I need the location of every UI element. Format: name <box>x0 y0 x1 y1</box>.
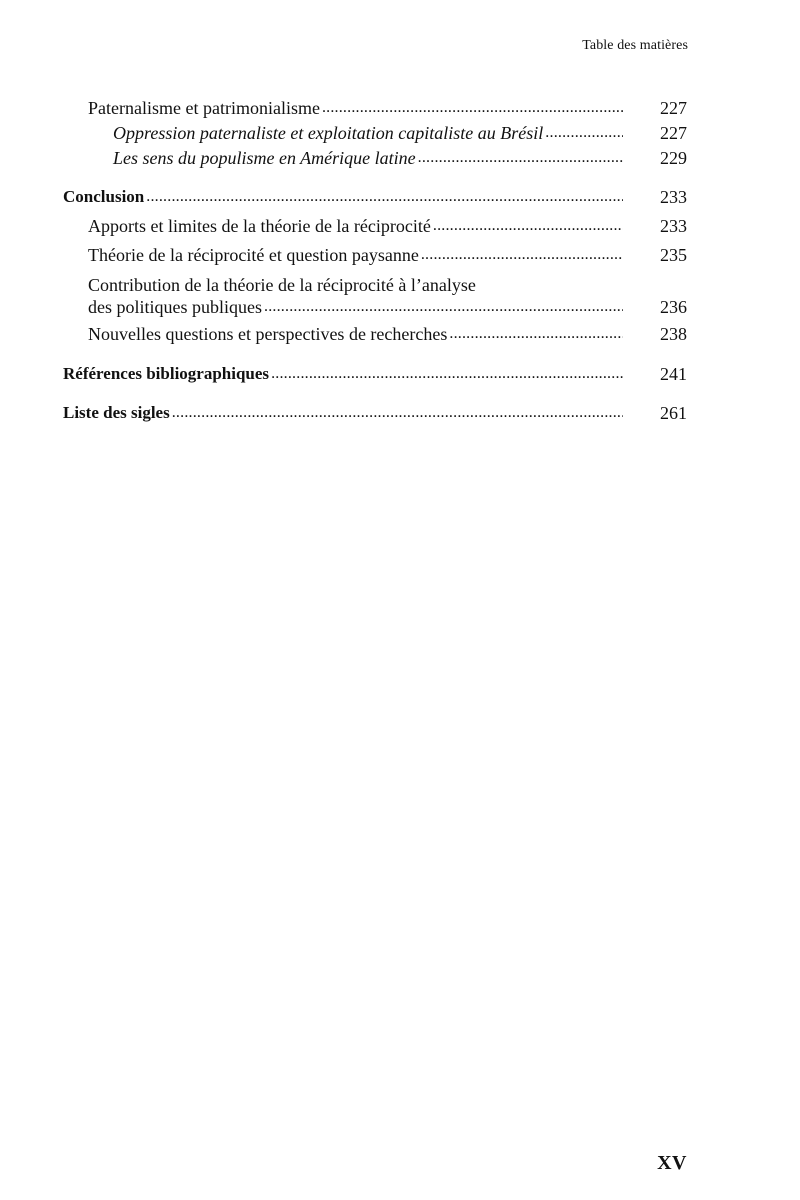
toc-page-number: 236 <box>660 297 687 317</box>
dot-leader <box>271 363 623 385</box>
dot-leader <box>421 244 623 266</box>
toc-entry-title: Liste des sigles <box>63 403 170 422</box>
toc-entry-conclusion[interactable] <box>0 186 800 208</box>
toc-entry-title-line1: Contribution de la théorie de la réciprocité à l’analyse <box>88 275 476 295</box>
dot-leader <box>264 296 623 318</box>
dot-leader <box>449 323 623 345</box>
toc-entry-question-paysanne[interactable] <box>0 244 800 266</box>
dot-leader <box>146 186 623 208</box>
toc-entry-politiques-publiques[interactable] <box>0 274 800 318</box>
toc-entry-title: Conclusion <box>63 187 145 206</box>
toc-entry-paternalisme[interactable] <box>0 97 800 119</box>
toc-entry-apports-limites[interactable] <box>0 215 800 237</box>
running-header: Table des matières <box>582 38 688 53</box>
dot-leader <box>418 147 623 169</box>
dot-leader <box>433 215 623 237</box>
toc-page-number: 261 <box>660 403 687 423</box>
toc-entry-liste-sigles[interactable] <box>0 402 800 424</box>
toc-entry-title: Apports et limites de la théorie de la réciprocité <box>88 216 431 236</box>
toc-entry-sens-populisme[interactable] <box>0 147 800 169</box>
dot-leader <box>322 97 623 119</box>
toc-page-number: 233 <box>660 216 687 236</box>
toc-page-number: 227 <box>660 98 687 118</box>
toc-page-number: 235 <box>660 245 687 265</box>
toc-page-number: 227 <box>660 123 687 143</box>
toc-page-number: 233 <box>660 187 687 207</box>
toc-entry-title-line2: des politiques publiques <box>88 297 262 317</box>
dot-leader <box>545 122 623 144</box>
toc-entry-title: Oppression paternaliste et exploitation capitaliste au Brésil <box>113 123 544 143</box>
dot-leader <box>172 402 623 424</box>
toc-entry-title: Nouvelles questions et perspectives de recherches <box>88 324 448 344</box>
toc-entry-references[interactable] <box>0 363 800 385</box>
toc-entry-title: Les sens du populisme en Amérique latine <box>113 148 416 168</box>
page-folio: XV <box>657 1152 687 1174</box>
toc-entry-title: Théorie de la réciprocité et question paysanne <box>88 245 419 265</box>
toc-entry-title: Références bibliographiques <box>63 364 270 383</box>
toc-entry-title: Paternalisme et patrimonialisme <box>88 98 320 118</box>
toc-page-number: 238 <box>660 324 687 344</box>
toc-page-number: 241 <box>660 364 687 384</box>
toc-entry-oppression-paternaliste[interactable] <box>0 122 800 144</box>
toc-entry-nouvelles-questions[interactable] <box>0 323 800 345</box>
toc-page-number: 229 <box>660 148 687 168</box>
